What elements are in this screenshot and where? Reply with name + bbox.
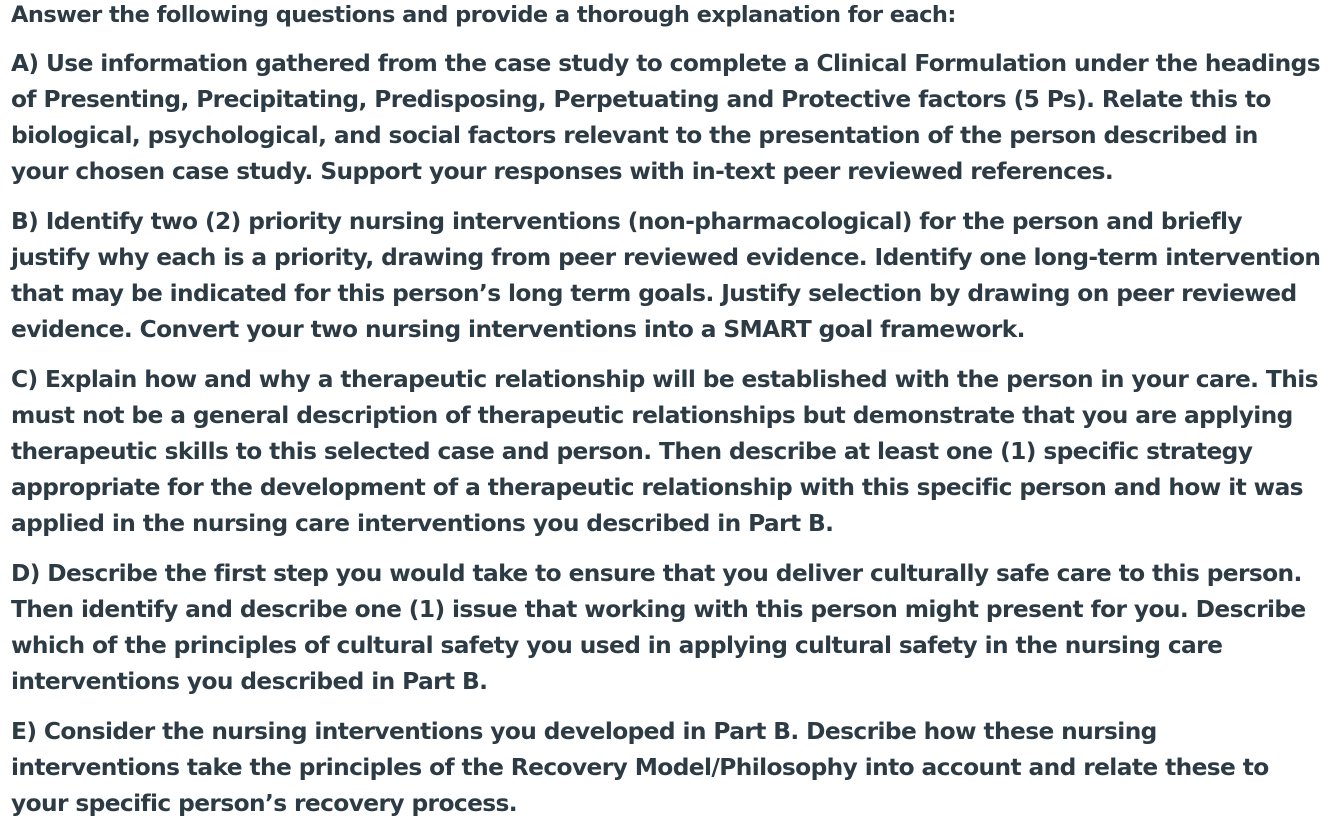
question-c: C) Explain how and why a therapeutic relationship will be established with the person in your care. This must not be a general description of therapeutic relationships but demonstrate that you are applying therapeutic skills to this selected case and person. Then describe at least one (1) specific strategy appropriate for the development of a therapeutic relationship with this specific person and how it was applied in the nursing care interventions you described in Part B.: [11, 366, 1318, 537]
intro-text: Answer the following questions and provide a thorough explanation for each:: [11, 2, 956, 28]
question-a: A) Use information gathered from the case study to complete a Clinical Formulation under the headings of Presenting, Precipitating, Predisposing, Perpetuating and Protective factors (5 Ps). Relate this to biological, psychological, and social factors relevant to the presentation of the person described in your chosen case study. Support your responses with in-text peer reviewed references.: [11, 50, 1321, 185]
question-e: E) Consider the nursing interventions you developed in Part B. Describe how these nursing interventions take the principles of the Recovery Model/Philosophy into account and relate these to your specific person’s recovery process.: [11, 718, 1269, 817]
question-d: D) Describe the first step you would take to ensure that you deliver culturally safe care to this person. Then identify and describe one (1) issue that working with this person might present for you. Describe which of the principles of cultural safety you used in applying cultural safety in the nursing care interventions you described in Part B.: [11, 560, 1306, 695]
question-b: B) Identify two (2) priority nursing interventions (non-pharmacological) for the person and briefly justify why each is a priority, drawing from peer reviewed evidence. Identify one long-term intervention that may be indicated for this person’s long term goals. Justify selection by drawing on peer reviewed evidence. Convert your two nursing interventions into a SMART goal framework.: [11, 208, 1321, 343]
